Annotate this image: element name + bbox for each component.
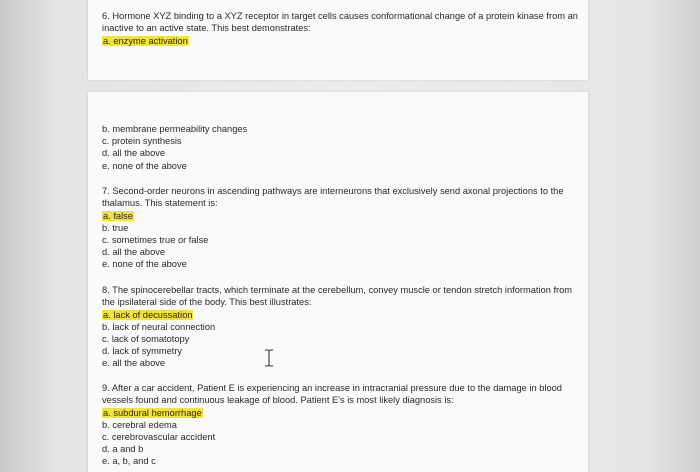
question-6-option-c[interactable]: c. protein synthesis xyxy=(102,136,182,147)
answer-highlight: a. subdural hemorrhage xyxy=(103,407,202,418)
question-6-option-d[interactable]: d. all the above xyxy=(102,148,166,159)
question-8 xyxy=(102,285,582,370)
question-7-option-d[interactable]: d. all the above xyxy=(102,247,166,258)
question-6 xyxy=(102,11,582,47)
question-9 xyxy=(102,383,582,468)
question-6-option-e[interactable]: e. none of the above xyxy=(102,160,187,171)
text-cursor-icon xyxy=(264,349,274,367)
question-8-option-b[interactable]: b. lack of neural connection xyxy=(102,321,216,332)
question-8-option-a[interactable] xyxy=(102,309,582,321)
question-7 xyxy=(102,186,582,271)
question-7-option-a[interactable] xyxy=(102,210,582,222)
answer-highlight: a. lack of decussation xyxy=(103,309,193,320)
question-9-stem: 9. After a car accident, Patient E is experiencing an increase in intracranial pressure due to the damage in blood vessels found and continuous leakage of blood. Patient E's is most likely diagnosis is: xyxy=(102,383,562,405)
answer-highlight: a. enzyme activation xyxy=(103,35,188,46)
answer-highlight: a. false xyxy=(103,210,133,221)
questions-card xyxy=(88,92,588,472)
question-6-stem: 6. Hormone XYZ binding to a XYZ receptor in target cells causes conformational change of a protein kinase from an inactive to an active state. This best demonstrates: xyxy=(102,11,578,33)
question-9-option-c[interactable]: c. cerebrovascular accident xyxy=(102,432,216,442)
question-7-option-c[interactable]: c. sometimes true or false xyxy=(102,235,209,245)
question-8-option-c[interactable]: c. lack of somatotopy xyxy=(102,334,190,344)
question-6-card-top xyxy=(88,0,588,80)
question-6-option-b[interactable]: b. membrane permeability changes xyxy=(102,124,248,134)
question-6-option-a[interactable] xyxy=(102,35,582,47)
question-7-option-e[interactable]: e. none of the above xyxy=(102,259,187,270)
question-9-option-a[interactable] xyxy=(102,407,582,419)
question-7-option-b[interactable]: b. true xyxy=(102,222,129,233)
question-7-stem: 7. Second-order neurons in ascending pathways are interneurons that exclusively send axonal projections to the thalamus. This statement is: xyxy=(102,186,564,208)
question-9-option-d[interactable]: d. a and b xyxy=(102,444,144,455)
question-8-stem: 8. The spinocerebellar tracts, which terminate at the cerebellum, convey muscle or tendon stretch information from the ipsilateral side of the body. This best illustrates: xyxy=(102,285,573,307)
question-9-option-b[interactable]: b. cerebral edema xyxy=(102,419,177,430)
question-9-option-e[interactable]: e. a, b, and c xyxy=(102,456,156,467)
question-8-option-d[interactable]: d. lack of symmetry xyxy=(102,346,183,357)
question-6-options xyxy=(102,123,582,172)
question-8-option-e[interactable]: e. all the above xyxy=(102,358,166,369)
